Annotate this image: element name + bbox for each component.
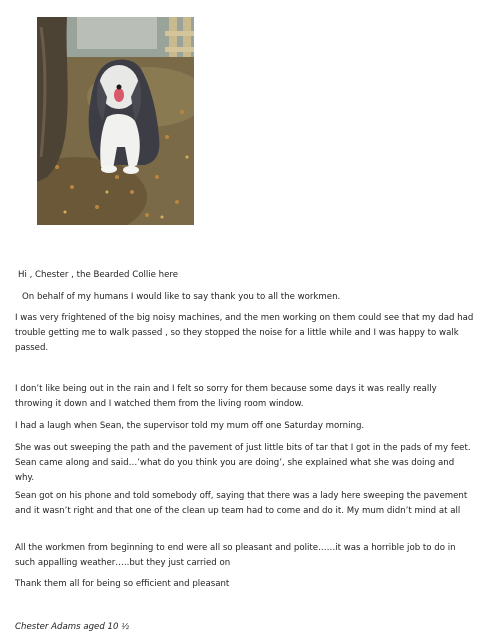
letter-paragraph: All the workmen from beginning to end were all so pleasant and polite……it was a horrible job to do in such appalling weather…..but they just carried on [15, 543, 456, 568]
letter-paragraph: Sean got on his phone and told somebody off, saying that there was a lady here sweeping the pavement and it wasn’t right and that one of the clean up team had to come and do it. My mum didn’t mind at all [15, 491, 468, 516]
greeting-line: Hi , Chester , the Bearded Collie here [18, 270, 179, 280]
signature-fraction: ½ [121, 622, 129, 631]
bearded-collie-photo-illustration [37, 17, 194, 225]
letter-paragraph: On behalf of my humans I would like to say thank you to all the workmen. [22, 292, 341, 302]
letter-paragraph: She was out sweeping the path and the pavement of just little bits of tar that I got in the pads of my feet. Sean came along and said…’what do you think you are doing’, she explained what she was doing and why. [15, 443, 471, 483]
letter-paragraph: Thank them all for being so efficient and pleasant [15, 579, 230, 589]
signature-name: Chester Adams aged 10 [15, 622, 119, 632]
letter-paragraph: I was very frightened of the big noisy machines, and the men working on them could see that my dad had trouble getting me to walk passed , so they stopped the noise for a little while and I was happy to walk passed. [15, 313, 474, 353]
letter-paragraph: I don’t like being out in the rain and I felt so sorry for them because some days it was really really throwing it down and I watched them from the living room window. [15, 384, 437, 409]
letter-paragraph: I had a laugh when Sean, the supervisor told my mum off one Saturday morning. [15, 421, 365, 431]
dog-photo [37, 17, 194, 225]
signature [15, 619, 475, 635]
